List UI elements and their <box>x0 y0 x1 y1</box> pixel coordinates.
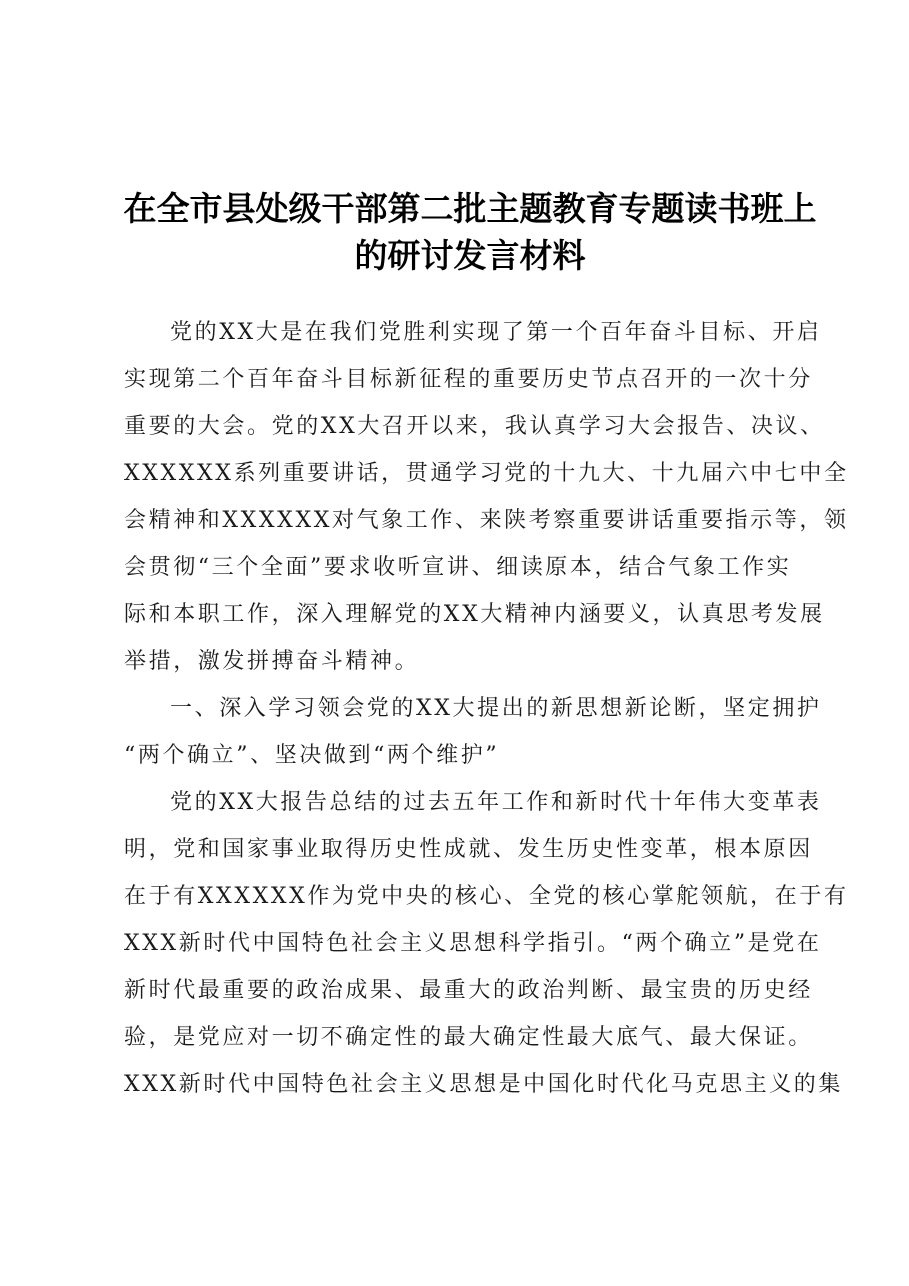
body-line: 党的XX大报告总结的过去五年工作和新时代十年伟大变革表 <box>170 790 822 815</box>
body-line: 一、深入学习领会党的XX大提出的新思想新论断，坚定拥护 <box>170 696 822 721</box>
body-line: 明，党和国家事业取得历史性成就、发生历史性变革，根本原因 <box>124 837 813 862</box>
body-line: 举措，激发拼搏奋斗精神。 <box>124 649 420 674</box>
body-line: 实现第二个百年奋斗目标新征程的重要历史节点召开的一次十分 <box>124 367 813 392</box>
body-line: XXXXXX系列重要讲话，贯通学习党的十九大、十九届六中七中全 <box>124 461 849 486</box>
body-line: 验，是党应对一切不确定性的最大确定性最大底气、最大保证。 <box>124 1025 813 1050</box>
body-line: 新时代最重要的政治成果、最重大的政治判断、最宝贵的历史经 <box>124 978 813 1003</box>
body-line: 党的XX大是在我们党胜利实现了第一个百年奋斗目标、开启 <box>170 320 822 345</box>
body-line: 在于有XXXXXX作为党中央的核心、全党的核心掌舵领航，在于有 <box>124 884 849 909</box>
title-line-1: 在全市县处级干部第二批主题教育专题读书班上 <box>123 189 817 228</box>
body-line: 际和本职工作，深入理解党的XX大精神内涵要义，认真思考发展 <box>124 602 825 627</box>
body-line: “两个确立”、坚决做到“两个维护” <box>124 743 500 768</box>
body-line: XXX新时代中国特色社会主义思想是中国化时代化马克思主义的集 <box>124 1072 843 1097</box>
body-line: 会精神和XXXXXX对气象工作、来陕考察重要讲话重要指示等，领 <box>124 508 849 533</box>
document-body <box>124 309 849 1108</box>
title-line-2: 的研讨发言材料 <box>354 236 586 275</box>
body-line: 会贯彻“三个全面”要求收听宣讲、细读原本，结合气象工作实 <box>124 555 792 580</box>
body-line: XXX新时代中国特色社会主义思想科学指引。“两个确立”是党在 <box>124 931 822 956</box>
document-title <box>100 185 840 279</box>
body-line: 重要的大会。党的XX大召开以来，我认真学习大会报告、决议、 <box>124 414 825 439</box>
